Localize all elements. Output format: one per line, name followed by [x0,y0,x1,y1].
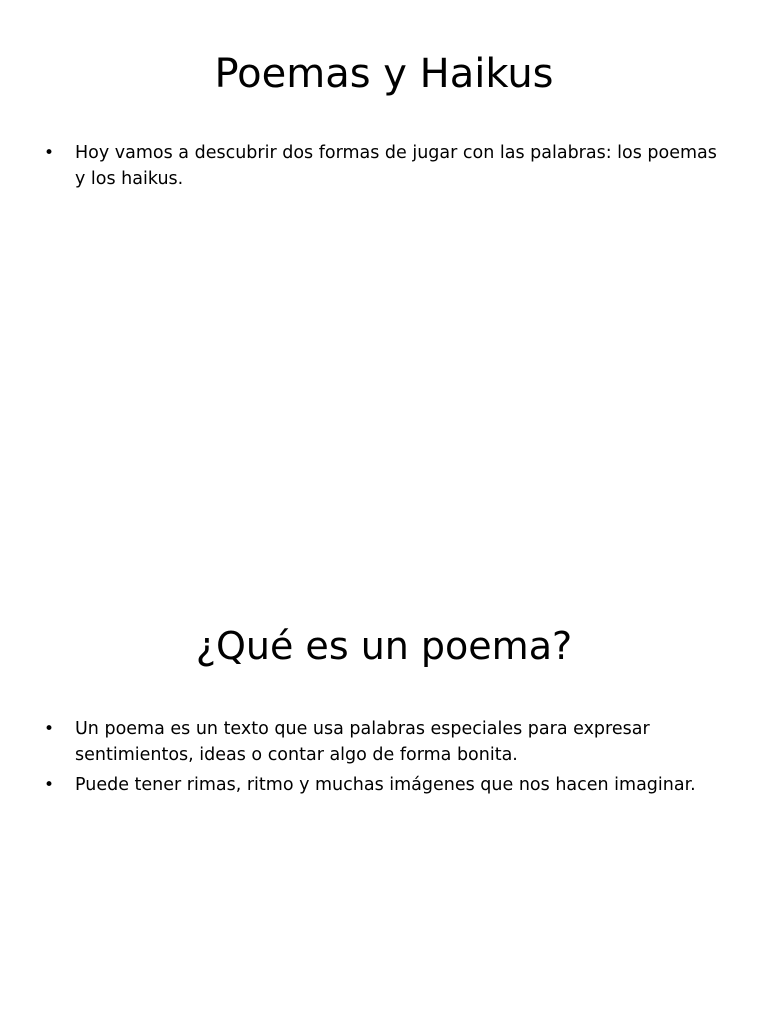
slide-title: ¿Qué es un poema? [195,624,573,668]
bullet-icon: • [44,775,55,795]
slide-title: Poemas y Haikus [214,51,554,97]
bullet-text: Puede tener rimas, ritmo y muchas imágenes que nos hacen imaginar. [75,775,696,795]
bullet-icon: • [44,719,55,739]
bullet-item [44,716,724,768]
bullet-text: Un poema es un texto que usa palabras especiales para expresar sentimientos, ideas o contar algo de forma bonita. [75,719,650,765]
slide-2 [0,576,768,1024]
bullet-item [44,772,724,798]
bullet-item [44,140,724,192]
bullet-list [44,716,724,802]
bullet-list [44,140,724,196]
bullet-text: Hoy vamos a descubrir dos formas de jugar con las palabras: los poemas y los haikus. [75,143,717,189]
bullet-icon: • [44,143,55,163]
